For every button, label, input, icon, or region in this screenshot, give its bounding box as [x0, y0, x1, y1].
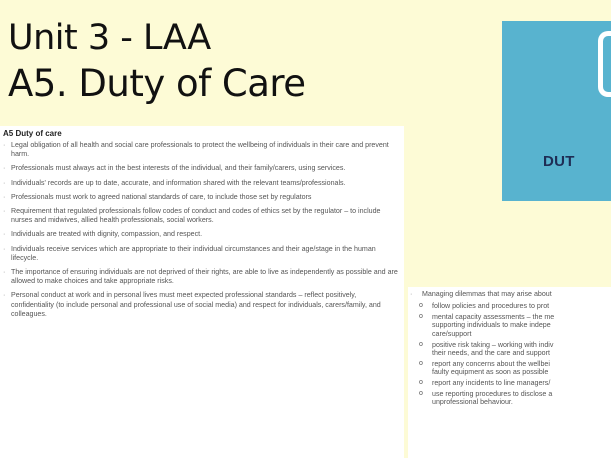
list-item: · Professionals must work to agreed national standards of care, to include those set by regulators	[0, 193, 404, 202]
list-item: o report any concerns about the wellbei faulty equipment as soon as possible	[408, 360, 611, 377]
panel-heading: A5 Duty of care	[3, 129, 62, 138]
managing-dilemmas-panel	[408, 287, 611, 458]
dilemmas-list	[408, 302, 611, 407]
duty-of-care-list	[0, 141, 404, 319]
list-item: o use reporting procedures to disclose a unprofessional behaviour.	[408, 390, 611, 407]
list-item: o mental capacity assessments – the me supporting individuals to make indepe care/support	[408, 313, 611, 339]
list-item: · Professionals must always act in the best interests of the individual, and their family/carers, using services.	[0, 164, 404, 173]
list-item: · Individuals' records are up to date, accurate, and information shared with the relevant teams/professionals.	[0, 179, 404, 188]
duty-of-care-panel	[0, 126, 404, 458]
decorative-shape-icon	[598, 31, 611, 97]
list-item: · Legal obligation of all health and social care professionals to protect the wellbeing of individuals in their care and prevent harm.	[0, 141, 404, 159]
dilemmas-intro: · Managing dilemmas that may arise about	[408, 290, 611, 299]
list-item: o report any incidents to line managers/	[408, 379, 611, 388]
list-item: o positive risk taking – working with indiv their needs, and the care and support	[408, 341, 611, 358]
slide-title-line-2: A5. Duty of Care	[8, 62, 306, 105]
list-item: · Requirement that regulated professionals follow codes of conduct and codes of ethics set by the regulator – to include nurses and midwives, allied health professionals, social workers.	[0, 207, 404, 225]
duty-of-care-image	[502, 21, 611, 201]
image-label: DUT	[543, 153, 575, 170]
list-item: · Individuals are treated with dignity, compassion, and respect.	[0, 230, 404, 239]
list-item: · Personal conduct at work and in personal lives must meet expected professional standards – reflect positively, confidentiality (to include personal and professional use of social media) and respect for individuals, carers/family, and colleagues.	[0, 291, 404, 319]
list-item: · Individuals receive services which are appropriate to their individual circumstances and their age/stage in the human lifecycle.	[0, 245, 404, 263]
list-item: · The importance of ensuring individuals are not deprived of their rights, are able to live as independently as possible and are allowed to make choices and take appropriate risks.	[0, 268, 404, 286]
list-item: o follow policies and procedures to prot	[408, 302, 611, 311]
slide-title-line-1: Unit 3 - LAA	[8, 18, 211, 58]
